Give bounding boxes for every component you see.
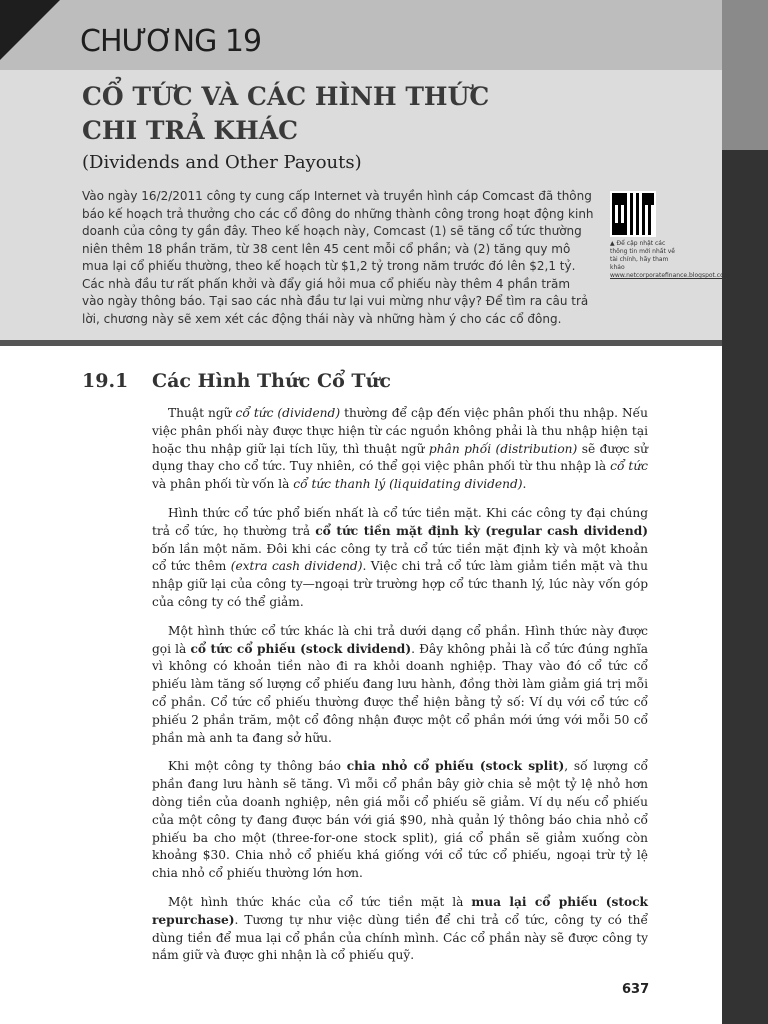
body-paragraph	[152, 405, 648, 494]
text-run: . Đây không phải là cổ tức đúng nghĩa vì không có khoản tiền nào đi ra khỏi doanh nghiệp. Thay vào đó cổ tức cổ phiếu làm tăng số lượng cổ phiếu đang lưu hành, đồng thời làm giảm giá trị mỗi cổ phần. Cổ tức cổ phiếu thường được thể hiện bằng tỷ số: Ví dụ với cổ tức cổ phiếu 2 phần trăm, một cổ đông nhận được một cổ phần mới ứng với mỗi 50 cổ phần mà anh ta đang sở hữu.	[152, 641, 648, 745]
text-run: Một hình thức khác của cổ tức tiền mặt là	[168, 894, 472, 909]
qr-code-icon	[612, 193, 654, 235]
body-text	[152, 405, 648, 976]
text-run: . Tương tự như việc dùng tiền để chi trả cổ tức, công ty có thể dùng tiền để mua lại cổ phần của chính mình. Các cổ phần này sẽ được công ty nắm giữ và được ghi nhận là cổ phiếu quỹ.	[152, 912, 648, 963]
chapter-corner-triangle	[0, 0, 60, 60]
qr-note	[610, 240, 730, 280]
text-run: .	[522, 477, 527, 492]
chapter-title	[82, 80, 682, 148]
chapter-label: CHƯƠNG 19	[80, 24, 262, 59]
text-run: , số lượng cổ phần đang lưu hành sẽ tăng. Vì mỗi cổ phần bây giờ chia sẻ một tỷ lệ nhỏ hơn dòng tiền của doanh nghiệp, nên giá mỗi cổ phiếu sẽ giảm. Ví dụ nếu cổ phiếu của một công ty đang được bán với giá $90, nhà quản lý thông báo chia nhỏ cổ phiếu ba cho một (three-for-one stock split), giá cổ phần sẽ giảm xuống còn khoảng $30. Chia nhỏ cổ phiếu khá giống với cổ tức cổ phiếu, ngoại trừ tỷ lệ chia nhỏ cổ phiếu thường lớn hơn.	[152, 759, 648, 881]
body-paragraph	[152, 758, 648, 883]
italic-term: (extra cash dividend)	[230, 559, 363, 574]
text-run: và phân phối từ vốn là	[152, 477, 294, 492]
chapter-intro: Vào ngày 16/2/2011 công ty cung cấp Internet và truyền hình cáp Comcast đã thông báo kế hoạch trả thưởng cho các cổ đông do những thành công trong hoạt động kinh doanh của công ty gần đây. Theo kế hoạch này, Comcast (1) sẽ tăng cổ tức thường niên thêm 18 phần trăm, từ 38 cent lên 45 cent mỗi cổ phần; và (2) tăng quy mô mua lại cổ phiếu thường, theo kế hoạch từ $1,2 tỷ trong năm trước đó lên $2,1 tỷ. Các nhà đầu tư rất phấn khởi và đẩy giá hỏi mua cổ phiếu này thêm 4 phần trăm vào ngày thông báo. Tại sao các nhà đầu tư lại vui mừng như vậy? Để tìm ra câu trả lời, chương này sẽ xem xét các động thái này và những hàm ý cho các cổ đông.	[82, 189, 594, 326]
section-title: Các Hình Thức Cổ Tức	[152, 370, 391, 392]
qr-note-text: ▲ Để cập nhật các thông tin mới nhất về tài chính, hãy tham khảo	[610, 240, 675, 271]
page-number: 637	[622, 982, 650, 997]
italic-term: cổ tức	[610, 459, 648, 474]
qr-note-link[interactable]: www.netcorporatefinance.blogspot.com	[610, 272, 730, 279]
body-paragraph	[152, 894, 648, 965]
italic-term: cổ tức (dividend)	[235, 406, 341, 420]
text-run: bốn lần một năm. Đôi khi các công ty trả cổ tức tiền mặt định kỳ và một khoản cổ tức thêm	[152, 541, 648, 574]
bold-term: cổ tức cổ phiếu (stock dividend)	[190, 641, 412, 656]
body-paragraph	[152, 505, 648, 612]
header-divider	[0, 340, 722, 346]
bold-term: cổ tức tiền mặt định kỳ (regular cash dividend)	[315, 523, 649, 538]
body-paragraph	[152, 623, 648, 748]
bold-term: chia nhỏ cổ phiếu (stock split)	[346, 759, 565, 774]
text-run: . Việc chi trả cổ tức làm giảm tiền mặt và thu nhập giữ lại của công ty—ngoại trừ trường hợp cổ tức thanh lý, lúc này vốn góp của công ty có thể giảm.	[152, 559, 648, 609]
chapter-title-line-1: CỔ TỨC VÀ CÁC HÌNH THỨC	[82, 82, 490, 111]
page-edge-bar	[722, 0, 768, 1024]
chapter-title-line-2: CHI TRẢ KHÁC	[82, 116, 299, 145]
bold-term: mua lại cổ phiếu (stock repurchase)	[152, 894, 648, 927]
text-run: Thuật ngữ	[168, 406, 236, 420]
page-edge-bar-top	[722, 0, 768, 150]
text-run: Hình thức cổ tức phổ biến nhất là cổ tức tiền mặt. Khi các công ty đại chúng trả cổ tức, họ thường trả	[152, 505, 648, 538]
text-run: Khi một công ty thông báo	[168, 759, 347, 774]
text-run: thường để cập đến việc phân phối thu nhập. Nếu việc phân phối này được thực hiện từ các nguồn không phải là thu nhập hiện tại hoặc thu nhập giữ lại tích lũy, thì thuật ngữ	[152, 406, 648, 456]
text-run: sẽ được sử dụng thay cho cổ tức. Tuy nhiên, có thể gọi việc phân phối từ thu nhập là	[152, 441, 648, 474]
italic-term: cổ tức thanh lý (liquidating dividend)	[293, 477, 523, 492]
text-run: Một hình thức cổ tức khác là chi trả dưới dạng cổ phần. Hình thức này được gọi là	[152, 623, 648, 656]
section-number: 19.1	[82, 370, 129, 392]
italic-term: phân phối (distribution)	[428, 441, 578, 456]
chapter-title-english: (Dividends and Other Payouts)	[82, 152, 362, 173]
